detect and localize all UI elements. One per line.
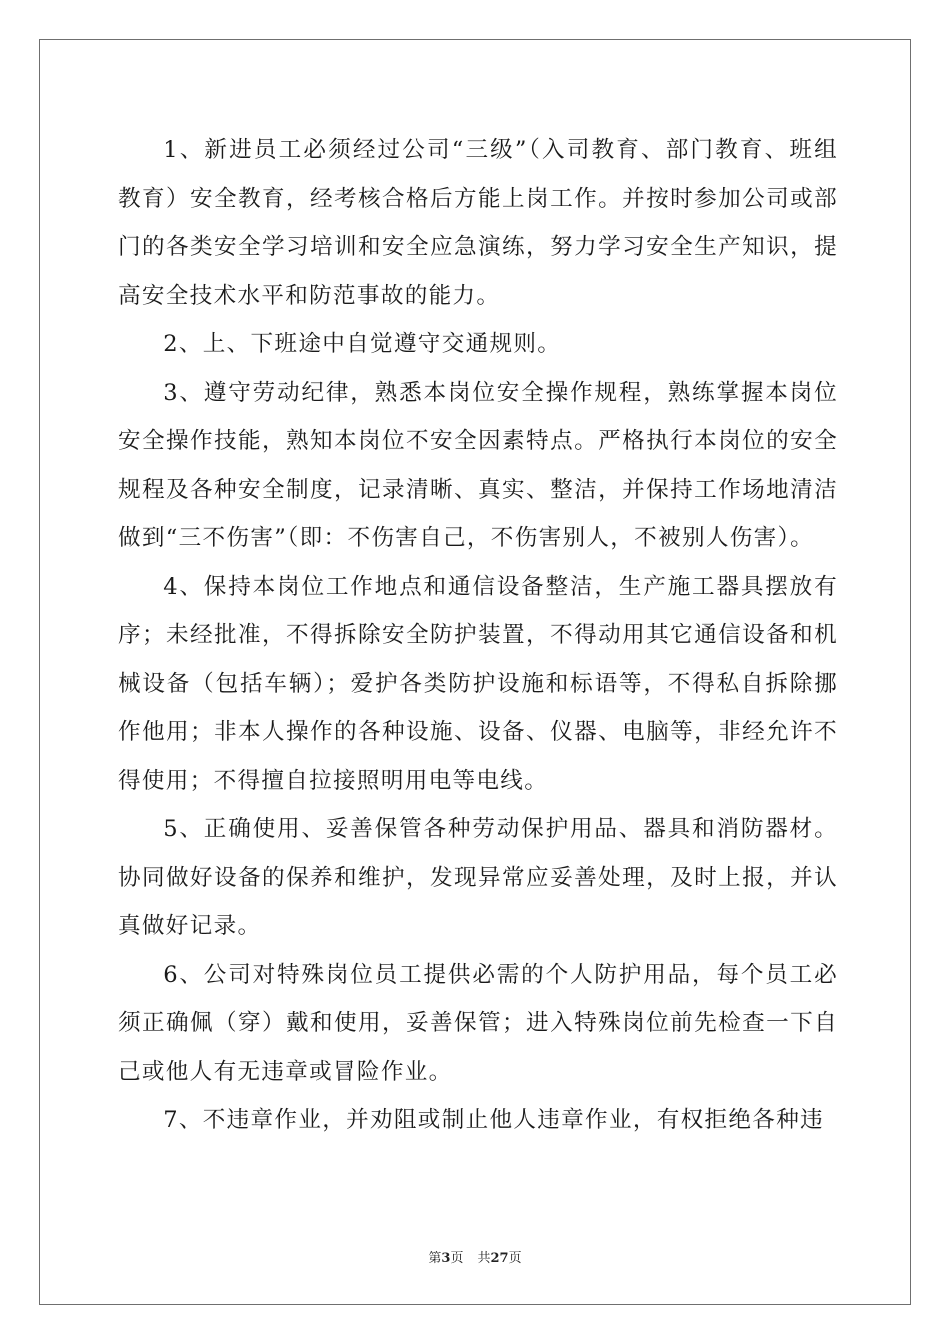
total-pages: 共27页 [477, 1251, 522, 1266]
paragraph-2: 2、上、下班途中自觉遵守交通规则。 [163, 331, 562, 357]
paragraph-3: 3、遵守劳动纪律，熟悉本岗位安全操作规程，熟练掌握本岗位安全操作技能，熟知本岗位不安全因素特点。严格执行本岗位的安全规程及各种安全制度，记录清晰、真实、整洁，并保持工作场地清洁做到“三不伤害”（即：不伤害自己，不伤害别人，不被别人伤害）。 [118, 379, 838, 551]
paragraph-4: 4、保持本岗位工作地点和通信设备整洁，生产施工器具摆放有序；未经批准，不得拆除安全防护装置，不得动用其它通信设备和机械设备（包括车辆）；爱护各类防护设施和标语等，不得私自拆除挪作他用；非本人操作的各种设施、设备、仪器、电脑等，非经允许不得使用；不得擅自拉接照明用电等电线。 [118, 573, 838, 794]
page-footer [0, 1247, 950, 1266]
document-body [118, 126, 838, 1145]
paragraph-7: 7、不违章作业，并劝阻或制止他人违章作业，有权拒绝各种违 [163, 1107, 824, 1133]
page-number: 第3页 [428, 1251, 464, 1266]
paragraph-6: 6、公司对特殊岗位员工提供必需的个人防护用品，每个员工必须正确佩（穿）戴和使用，妥善保管；进入特殊岗位前先检查一下自己或他人有无违章或冒险作业。 [118, 961, 838, 1085]
paragraph-1: 1、新进员工必须经过公司“三级”（入司教育、部门教育、班组教育）安全教育，经考核合格后方能上岗工作。并按时参加公司或部门的各类安全学习培训和安全应急演练，努力学习安全生产知识，提高安全技术水平和防范事故的能力。 [118, 137, 838, 309]
paragraph-5: 5、正确使用、妥善保管各种劳动保护用品、器具和消防器材。协同做好设备的保养和维护，发现异常应妥善处理，及时上报，并认真做好记录。 [118, 816, 838, 939]
